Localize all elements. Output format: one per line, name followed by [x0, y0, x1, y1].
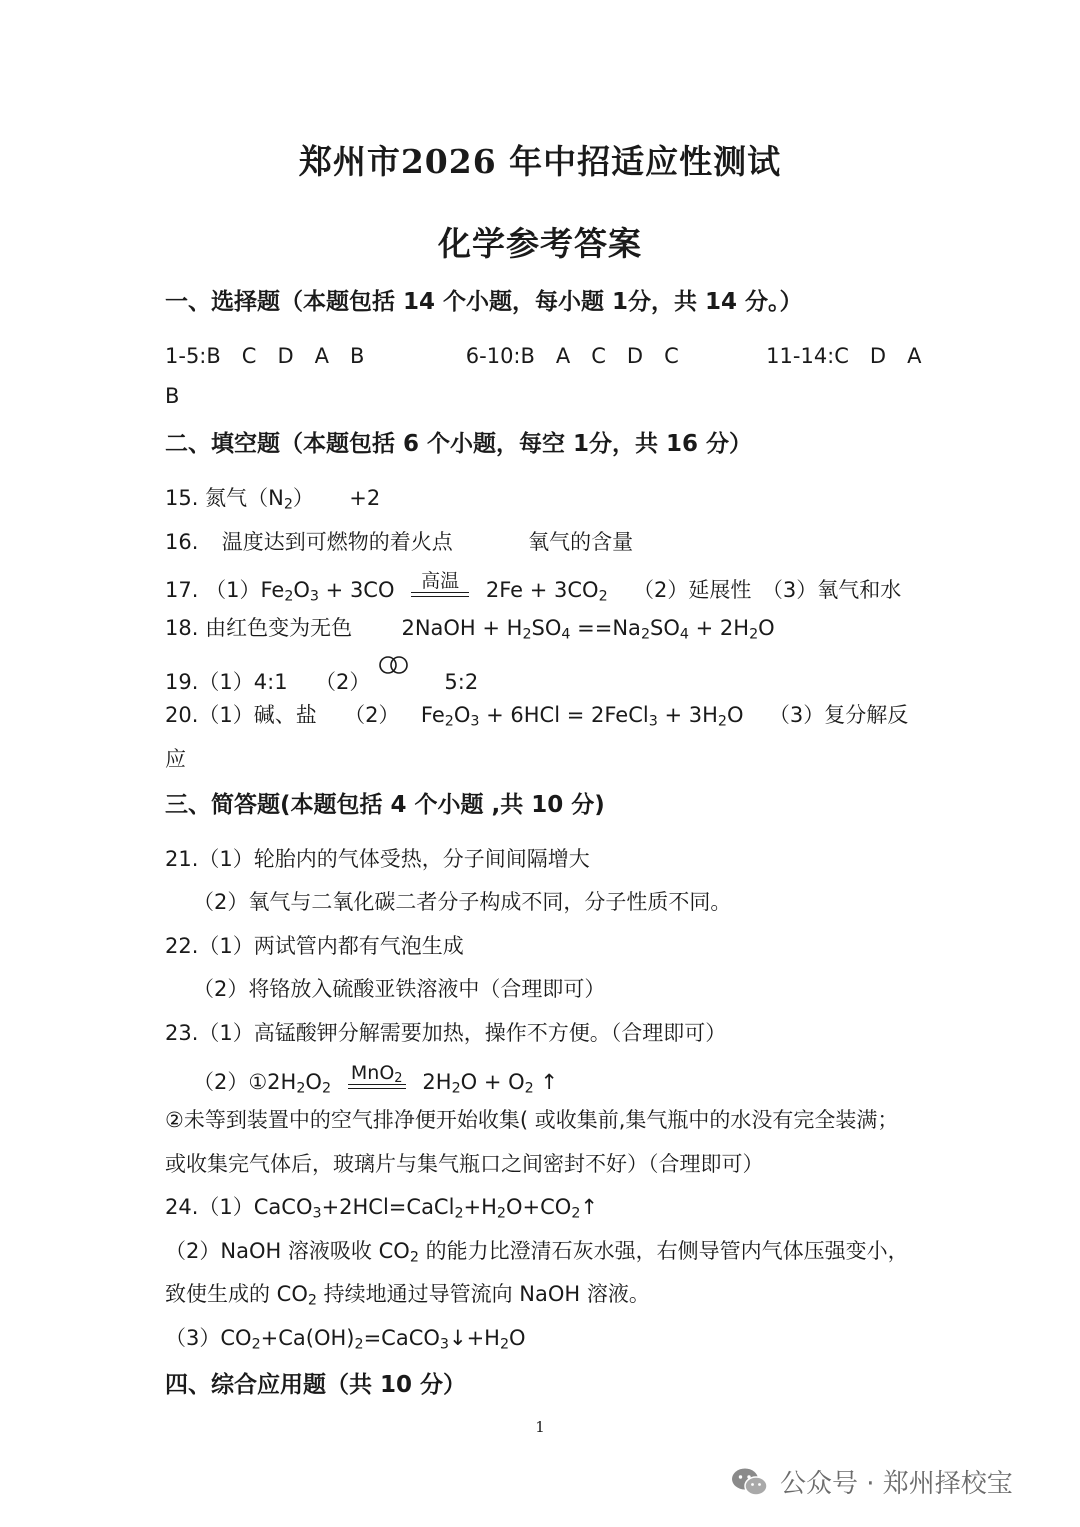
page-number: 1: [535, 1418, 545, 1436]
answer-24-2-line1: （2）NaOH 溶液吸收 $CO_2$ 的能力比澄清石灰水强，右侧导管内气体压强变小，: [165, 1239, 909, 1266]
choice-group-11-14: 11-14:C D A: [766, 344, 922, 368]
answer-20-continued: 应: [165, 747, 186, 771]
answer-23-2: $(2)①2H_2O_2$ MnO$_2$ $2H_2O + O_2$ ↑: [193, 1062, 559, 1097]
wechat-icon: [730, 1466, 770, 1498]
choice-answers-row: [165, 340, 921, 370]
page-subtitle: 化学参考答案: [438, 224, 642, 263]
section-heading-short-answer: 三、简答题(本题包括 4 个小题 ,共 10 分): [165, 792, 605, 818]
section-heading-choice: 一、选择题（本题包括 14 个小题，每小题 1分，共 14 分。）: [165, 289, 803, 315]
molecule-model-icon: [377, 655, 411, 681]
answer-23-2-note-line1: ②未等到装置中的空气排净便开始收集( 或收集前,集气瓶中的水没有完全装满；: [165, 1108, 899, 1132]
catalyst-condition: MnO$_2$: [338, 1060, 416, 1089]
answer-21-2: （2）氧气与二氧化碳二者分子构成不同，分子性质不同。: [193, 890, 732, 914]
choice-group-1-5: 1-5:B C D A B: [165, 344, 365, 368]
answer-23-1: 23.（1）高锰酸钾分解需要加热，操作不方便。（合理即可）: [165, 1021, 727, 1045]
answer-24-3: $(3)CO_2+Ca(OH)_2=CaCO_3↓+H_2O$: [165, 1326, 526, 1353]
watermark: [730, 1463, 1013, 1500]
choice-group-6-10: 6-10:B A C D C: [465, 344, 679, 368]
page-title: 郑州市2026 年中招适应性测试: [298, 142, 782, 181]
answer-21-1: 21.（1）轮胎内的气体受热，分子间间隔增大: [165, 847, 590, 871]
answer-19: 19.（1）4:1 （2） 5:2: [165, 655, 478, 696]
answer-20: 20.（1）碱、盐 （2） $Fe_2O_3 + 6HCl$ = 2FeCl$_3$ + $3H_2O$ （3）复分解反: [165, 703, 909, 730]
answer-22-2: （2）将铬放入硫酸亚铁溶液中（合理即可）: [193, 977, 606, 1001]
watermark-text: 公众号 · 郑州择校宝: [780, 1469, 1013, 1499]
answer-18: 18. 由红色变为无色 2NaOH + $H_2SO_4 ==Na_2SO_4 + 2H_2O$: [165, 616, 775, 643]
answer-22-1: 22.（1）两试管内都有气泡生成: [165, 934, 464, 958]
reaction-condition: 高温: [401, 568, 479, 597]
answer-23-2-note-line2: 或收集完气体后，玻璃片与集气瓶口之间密封不好）（合理即可）: [165, 1152, 764, 1176]
choice-group-11-14-last: B: [165, 384, 180, 408]
answer-17: 17. $(1)Fe_2O_3 + 3CO$ 高温 $2Fe + 3CO_2$ （2）延展性 （3）氧气和水: [165, 570, 902, 605]
answer-24-2-line2: 致使生成的 $CO_2$ 持续地通过导管流向 NaOH 溶液。: [165, 1282, 650, 1309]
answer-15: 15. 氮气$(N_2) +2$: [165, 486, 381, 513]
section-heading-fill: 二、填空题（本题包括 6 个小题，每空 1分，共 16 分）: [165, 431, 753, 457]
answer-16: 16. 温度达到可燃物的着火点 氧气的含量: [165, 530, 634, 554]
section-heading-comprehensive: 四、综合应用题（共 10 分）: [165, 1372, 467, 1398]
answer-24-1: $24.(1)CaCO_3+2HCl=CaCl_2+H_2O+CO_2↑$: [165, 1195, 598, 1222]
